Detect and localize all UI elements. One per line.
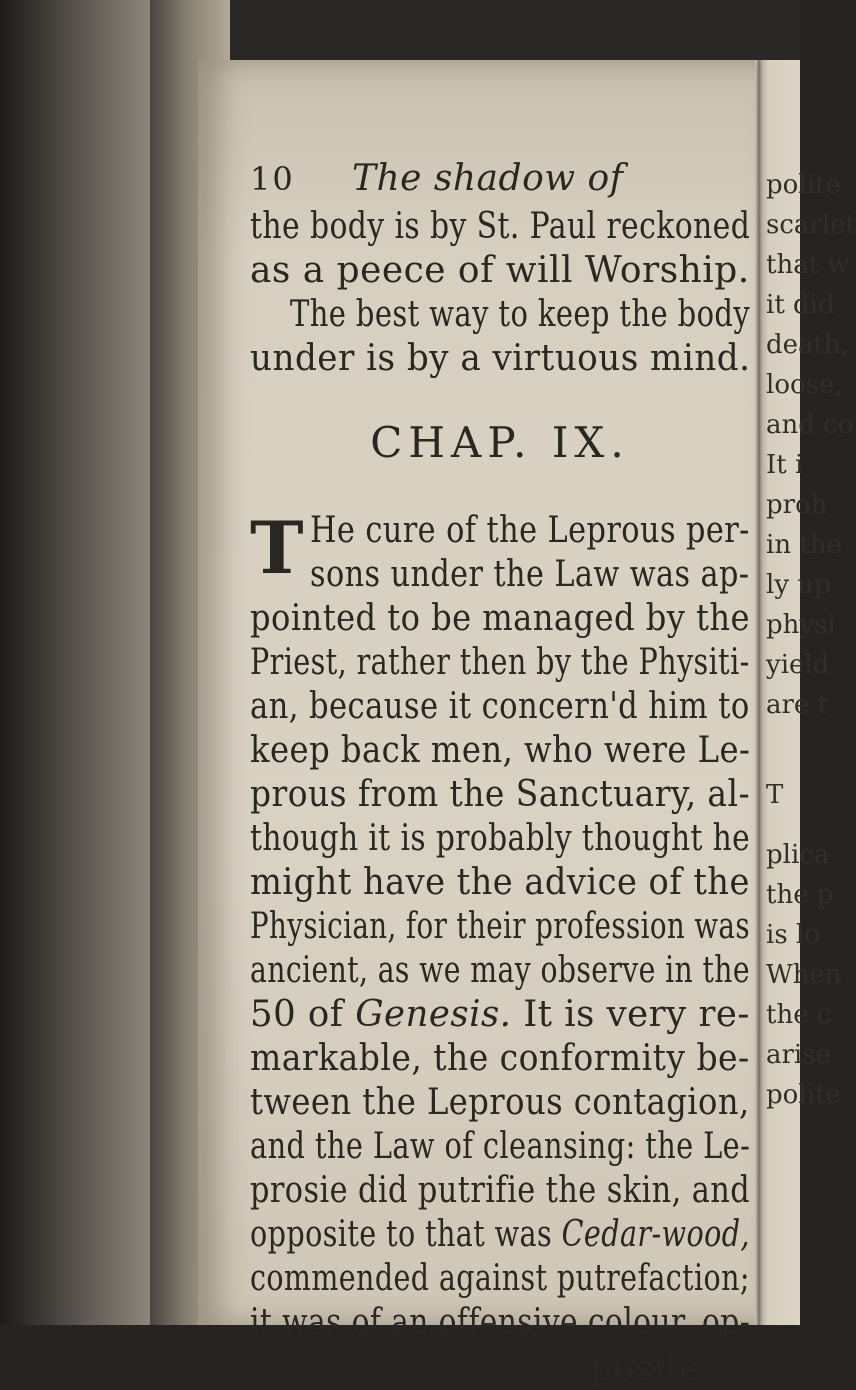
text-line: Priest, rather then by the Physiti- — [250, 642, 750, 683]
page-number: 10 — [250, 160, 295, 198]
facing-fragment: loose, — [766, 370, 843, 400]
facing-fragment: proh — [766, 490, 828, 520]
facing-fragment: in the — [766, 530, 842, 560]
facing-fragment: are t — [766, 690, 829, 720]
text-line: as a peece of will Worship. — [250, 250, 750, 291]
text-line: though it is probably thought he — [250, 818, 751, 859]
text-line: The best way to keep the body — [290, 294, 751, 335]
text-line: keep back men, who were Le- — [250, 730, 751, 771]
facing-fragment: is lo — [766, 920, 820, 950]
facing-fragment: yield — [766, 650, 830, 680]
italic-genesis: Genesis. — [355, 994, 512, 1035]
facing-fragment: it did — [766, 290, 835, 320]
facing-fragment: It i — [766, 450, 804, 480]
facing-fragment: polite — [766, 170, 841, 200]
facing-fragment: scarlet — [766, 210, 856, 240]
facing-fragment: physi — [766, 610, 836, 640]
facing-fragment: the p — [766, 880, 834, 910]
text-line: 50 of Genesis. It is very re- — [250, 994, 750, 1035]
text-line: the body is by St. Paul reckoned — [250, 206, 751, 247]
facing-fragment: When — [766, 960, 842, 990]
facing-fragment: T — [766, 780, 784, 810]
text-line: opposite to that was Cedar-wood, — [250, 1214, 750, 1255]
facing-fragment: and co — [766, 410, 854, 440]
catchword: posite — [590, 1348, 701, 1389]
running-head — [250, 158, 624, 200]
text-line: prous from the Sanctuary, al- — [250, 774, 751, 815]
facing-fragment: polite — [766, 1080, 841, 1110]
text-line: sons under the Law was ap- — [310, 554, 750, 595]
text-line: markable, the conformity be- — [250, 1038, 750, 1079]
drop-cap-initial: T — [250, 505, 304, 590]
facing-fragment: death, — [766, 330, 849, 360]
facing-fragment: arise — [766, 1040, 831, 1070]
text-line: under is by a virtuous mind. — [250, 338, 751, 379]
text-line: it was of an offensive colour, op- — [250, 1302, 751, 1343]
italic-cedar-wood: Cedar-wood, — [561, 1214, 750, 1255]
text-line: He cure of the Leprous per- — [310, 510, 750, 551]
text-line: an, because it concern'd him to — [250, 686, 750, 727]
facing-fragment: the c — [766, 1000, 832, 1030]
running-title: The shadow of — [351, 158, 624, 199]
text-line: pointed to be managed by the — [250, 598, 751, 639]
text-line: tween the Leprous contagion, — [250, 1082, 750, 1123]
facing-fragment: plica — [766, 840, 830, 870]
text-line: commended against putrefaction; — [250, 1258, 750, 1299]
facing-fragment: that w — [766, 250, 850, 280]
facing-fragment: ly up — [766, 570, 831, 600]
facing-page — [762, 60, 856, 1325]
text-line: might have the advice of the — [250, 862, 750, 903]
text-line: and the Law of cleansing: the Le- — [250, 1126, 751, 1167]
text-line: prosie did putrifie the skin, and — [250, 1170, 751, 1211]
text-line: Physician, for their profession was — [250, 906, 750, 947]
text-line: ancient, as we may observe in the — [250, 950, 750, 991]
chapter-heading: CHAP. IX. — [370, 418, 630, 467]
